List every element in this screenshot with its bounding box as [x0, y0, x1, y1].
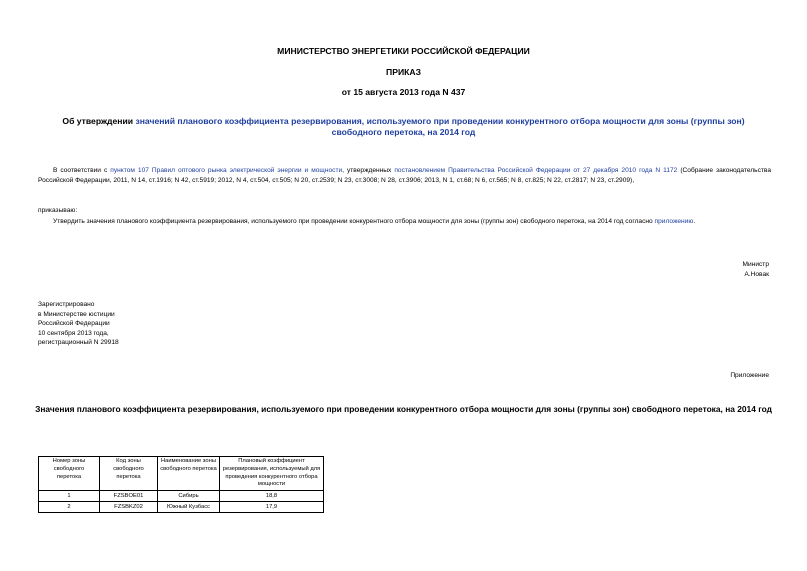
paragraph-approve	[38, 217, 771, 227]
header-zone-code: Код зоны свободного перетока	[100, 457, 158, 491]
title-link[interactable]: значений планового коэффициента резервирования, используемого при проведении конкурентного отбора мощности для зоны (группы зон) свободного перетока, на 2014 год	[135, 116, 745, 137]
registration-line: Российской Федерации	[38, 320, 110, 327]
cell-zone-code: FZSBOE01	[100, 491, 158, 502]
p3-end: .	[693, 218, 696, 225]
cell-zone-name: Южный Кузбасс	[158, 502, 220, 513]
document-title	[40, 116, 767, 138]
registration-line: в Министерстве юстиции	[38, 310, 115, 318]
signature-block	[743, 260, 770, 279]
header-coefficient: Плановый коэффициент резервирования, используемый для проведения конкурентного отбора мощности	[220, 457, 324, 491]
resolution-link[interactable]: постановлением Правительства Российской Федерации от 27 декабря 2010 года N 1172	[394, 167, 678, 174]
document-date: от 15 августа 2013 года N 437	[341, 87, 466, 97]
appendix-link[interactable]: приложению	[654, 218, 694, 225]
registration-line: 10 сентября 2013 года,	[38, 329, 109, 337]
appendix-label: Приложение	[730, 372, 769, 379]
cell-zone-name: Сибирь	[158, 491, 220, 502]
paragraph-basis	[38, 166, 771, 186]
order-word: приказываю:	[38, 207, 78, 214]
signature-position: Министр	[742, 261, 769, 268]
header-zone-name: Наименование зоны свободного перетока	[158, 457, 220, 491]
cell-zone-number: 1	[39, 491, 100, 502]
p3-text: Утвердить значения планового коэффициента резервирования, используемого при проведении конкурентного отбора мощности для зоны (группы зон) свободного перетока, на 2014 год согласно	[53, 218, 655, 225]
p1-text-2: , утвержденных	[342, 167, 395, 174]
rules-link[interactable]: пунктом 107 Правил оптового рынка электрической энергии и мощности	[110, 167, 343, 174]
table-row	[39, 502, 324, 513]
p1-text-3: (Собрание законодательства Российской Федерации, 2011, N 14, ст.1916; N 42, ст.5919; 2012, N 4, ст.504, ст.505; N 20, ст.2539; N 23, ст.3008; N 28, ст.3906; 2013, N 1, ст.68; N 6, ст.565; N 8, ст.825; N 22, ст.2817; N 23, ст.2909),	[38, 167, 772, 184]
title-prefix: Об утверждении	[62, 116, 136, 126]
coefficient-table	[38, 456, 324, 513]
table-row	[39, 491, 324, 502]
registration-line: Зарегистрировано	[38, 301, 95, 308]
cell-coefficient: 17,9	[220, 502, 324, 513]
cell-zone-number: 2	[39, 502, 100, 513]
cell-coefficient: 18,8	[220, 491, 324, 502]
appendix-title: Значения планового коэффициента резервирования, используемого при проведении конкурентного отбора мощности для зоны (группы зон) свободного перетока, на 2014 год	[35, 404, 772, 414]
cell-zone-code: FZSBKZ02	[100, 502, 158, 513]
header-zone-number: Номер зоны свободного перетока	[39, 457, 100, 491]
p1-text-1: В соответствии с	[53, 167, 111, 174]
registration-line: регистрационный N 29918	[38, 339, 119, 346]
document-type: ПРИКАЗ	[386, 67, 421, 77]
registration-block	[38, 300, 119, 348]
ministry-name: МИНИСТЕРСТВО ЭНЕРГЕТИКИ РОССИЙСКОЙ ФЕДЕРАЦИИ	[277, 46, 530, 56]
signature-name: А.Новак	[744, 270, 769, 278]
table-header-row	[39, 457, 324, 491]
